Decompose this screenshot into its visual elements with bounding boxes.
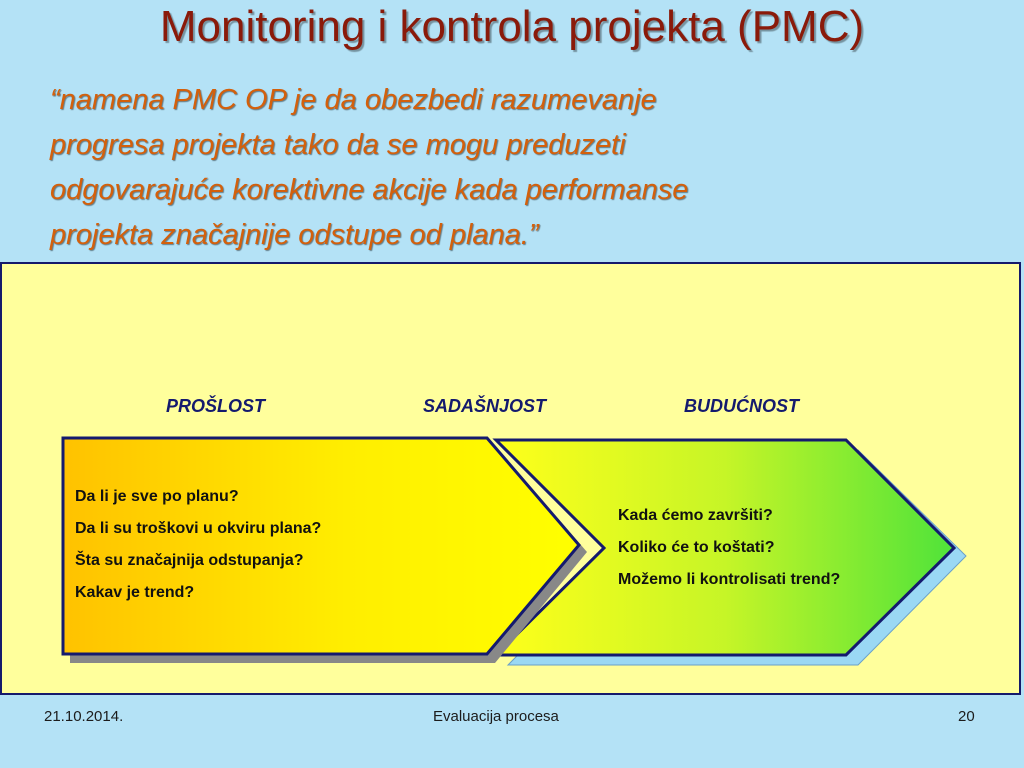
quote-line: projekta značajnije odstupe od plana.”: [50, 219, 539, 251]
list-item: Da li je sve po planu?: [75, 488, 239, 505]
quote-line: “namena PMC OP je da obezbedi razumevanje: [50, 84, 657, 116]
list-item: Šta su značajnija odstupanja?: [75, 552, 304, 569]
footer-page-number: 20: [958, 708, 975, 725]
timeline-label-present: SADAŠNJOST: [423, 396, 547, 416]
list-item: Kada ćemo završiti?: [618, 507, 773, 524]
list-item: Koliko će to koštati?: [618, 539, 775, 556]
footer-subject: Evaluacija procesa: [433, 708, 559, 725]
timeline-label-future: BUDUĆNOST: [684, 396, 799, 416]
quote-line: odgovarajuće korektivne akcije kada performanse: [50, 174, 689, 206]
quote-line: progresa projekta tako da se mogu preduzeti: [50, 129, 626, 161]
list-item: Možemo li kontrolisati trend?: [618, 571, 841, 588]
slide-title: Monitoring i kontrola projekta (PMC): [159, 2, 865, 51]
footer-date: 21.10.2014.: [44, 708, 124, 725]
list-item: Da li su troškovi u okviru plana?: [75, 520, 322, 537]
list-item: Kakav je trend?: [75, 584, 195, 601]
timeline-label-past: PROŠLOST: [166, 396, 266, 416]
past-questions-list: [75, 481, 321, 609]
future-questions-list: [618, 500, 840, 596]
